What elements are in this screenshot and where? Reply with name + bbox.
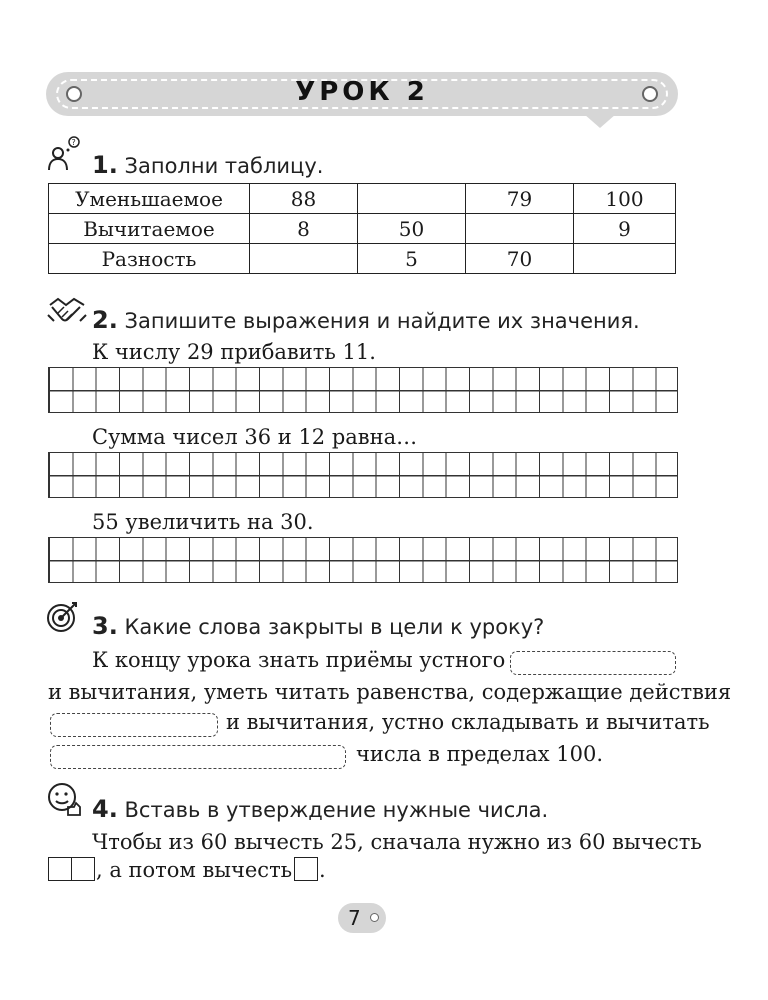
handshake-icon [46,293,88,329]
task2-heading [92,306,640,334]
task1-heading [92,151,323,179]
task3-text: Какие слова закрыты в цели к уроку? [124,615,545,639]
answer-cell-second[interactable] [294,857,318,881]
task2-text: Запишите выражения и найдите их значения. [124,309,640,333]
goal-line-3: и вычитания, устно складывать и вычитать [226,710,710,734]
goal-line-2: и вычитания, уметь читать равенства, содержащие действия [48,680,732,704]
table-cell[interactable]: 88 [250,184,358,214]
hidden-word-box-1[interactable] [510,651,676,675]
row-label: Уменьшаемое [49,184,250,214]
statement-line-2b: . [319,858,326,882]
target-icon [46,600,80,634]
page-number: 7 [348,906,361,930]
statement-line-1: Чтобы из 60 вычесть 25, сначала нужно из 60 вычесть [92,830,702,854]
table-cell[interactable]: 70 [466,244,574,274]
row-label: Разность [49,244,250,274]
expression-2: Сумма чисел 36 и 12 равна… [92,425,418,449]
task4-text: Вставь в утверждение нужные числа. [124,798,549,822]
table-cell[interactable]: 5 [358,244,466,274]
table-cell[interactable]: 50 [358,214,466,244]
answer-cell-units[interactable] [71,857,95,881]
answer-grid-2[interactable] [48,452,678,498]
table-cell[interactable]: 79 [466,184,574,214]
hidden-word-box-3[interactable] [50,745,346,769]
table-cell[interactable]: 100 [574,184,676,214]
answer-grid-3[interactable] [48,537,678,583]
task1-number: 1. [92,151,118,179]
row-label: Вычитаемое [49,214,250,244]
task2-number: 2. [92,306,118,334]
table-row [49,244,676,274]
lesson-banner [46,72,678,116]
statement-line-2a: , а потом вычесть [96,858,293,882]
banner-tail [584,114,616,128]
goal-line-4: числа в пределах 100. [356,742,604,766]
task4-heading [92,795,548,823]
task4-number: 4. [92,795,118,823]
expression-1: К числу 29 прибавить 11. [92,340,376,364]
thinking-smiley-icon [46,781,84,817]
expression-3: 55 увеличить на 30. [92,510,314,534]
page-number-badge [338,903,386,933]
table-cell[interactable] [250,244,358,274]
table-row [49,184,676,214]
answer-grid-1[interactable] [48,367,678,413]
hidden-word-box-2[interactable] [50,713,218,737]
table-row [49,214,676,244]
task1-text: Заполни таблицу. [124,154,324,178]
table-cell[interactable] [466,214,574,244]
task3-heading [92,612,544,640]
table-cell[interactable]: 9 [574,214,676,244]
goal-line-1: К концу урока знать приёмы устного [92,648,506,672]
table-cell[interactable] [358,184,466,214]
answer-cell-tens[interactable] [48,857,72,881]
task3-number: 3. [92,612,118,640]
fill-table [48,183,676,274]
lesson-title: УРОК 2 [295,77,429,107]
table-cell[interactable] [574,244,676,274]
svg-text:?: ? [71,138,76,147]
pair-work-icon [46,136,90,172]
page-number-dot [370,913,379,922]
table-cell[interactable]: 8 [250,214,358,244]
